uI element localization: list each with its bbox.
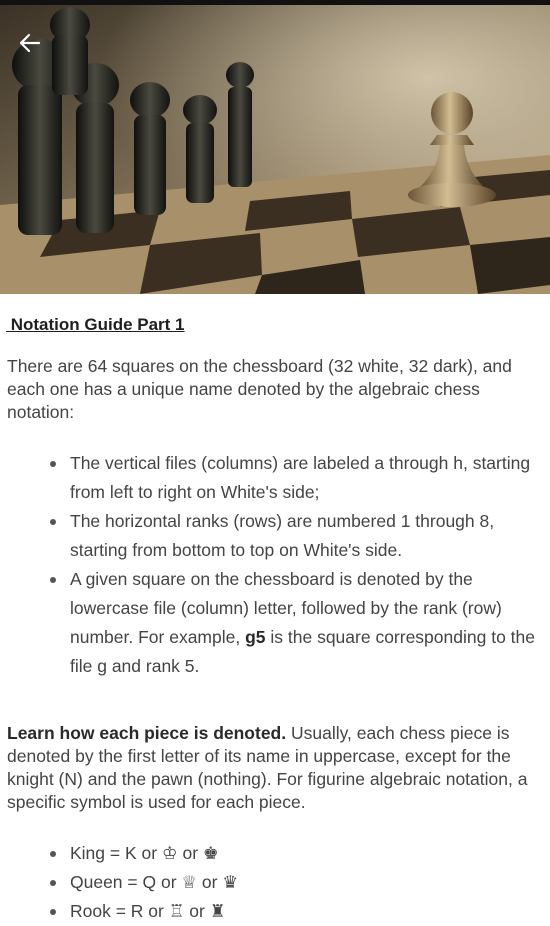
- list-item: Rook = R or ♖ or ♜: [0, 897, 550, 926]
- article-title: Notation Guide Part 1: [6, 315, 185, 334]
- list-item: King = K or ♔ or ♚: [0, 839, 550, 868]
- pieces-heading: Learn how each piece is denoted.: [7, 723, 287, 743]
- list-item-text: is the square corresponding to the file g and rank 5.: [70, 627, 535, 676]
- pieces-paragraph: [7, 722, 547, 814]
- back-button[interactable]: [12, 25, 48, 61]
- list-item: The vertical files (columns) are labeled a through h, starting from left to right on White's side;: [0, 449, 550, 507]
- article: [0, 294, 550, 921]
- intro-paragraph: There are 64 squares on the chessboard (32 white, 32 dark), and each one has a unique name denoted by the algebraic chess notation:: [7, 356, 512, 422]
- example-square: g5: [245, 627, 266, 647]
- pieces-list: [0, 839, 550, 926]
- list-item: The horizontal ranks (rows) are numbered 1 through 8, starting from bottom to top on White's side.: [0, 507, 550, 565]
- squares-list: [0, 449, 550, 681]
- list-item-text: A given square on the chessboard is denoted by the lowercase file (column) letter, followed by the rank (row) number. For example,: [70, 569, 502, 647]
- arrow-left-icon: [19, 32, 41, 54]
- list-item: Queen = Q or ♕ or ♛: [0, 868, 550, 897]
- pieces-text: Usually, each chess piece is denoted by the first letter of its name in uppercase, except for the knight (N) and the pawn (nothing). For figurine algebraic notation, a specific symbol is used for each piece.: [7, 723, 528, 812]
- header-image: [0, 5, 550, 294]
- list-item: [0, 565, 550, 681]
- chessboard-photo: [0, 5, 550, 294]
